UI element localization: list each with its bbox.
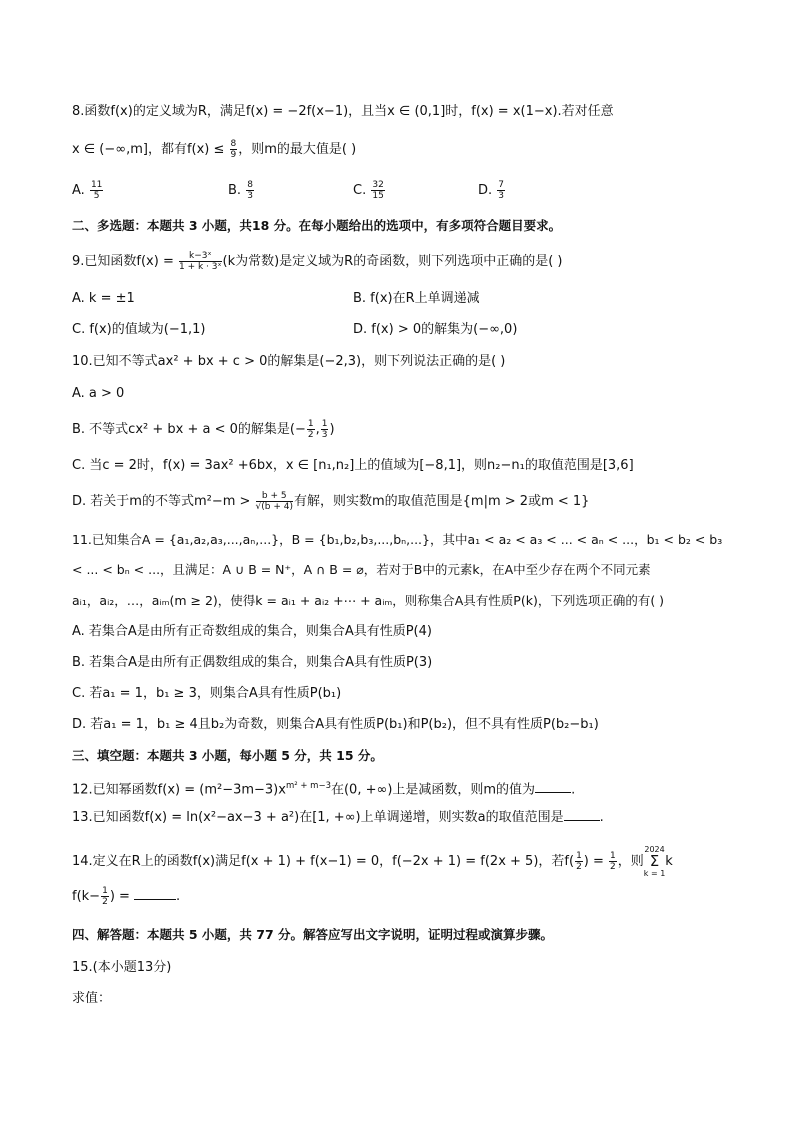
q8-stem-line1: 8.函数f(x)的定义域为R，满足f(x) = −2f(x−1)，且当x ∈ (0,1]时，f(x) = x(1−x).若对任意 [72, 104, 614, 119]
section-heading-solutions: 四、解答题：本题共 5 小题，共 77 分。解答应写出文字说明，证明过程或演算步骤。 [72, 927, 554, 942]
q9-option-c: C. f(x)的值域为(−1,1) [72, 322, 206, 337]
q11-stem-line1: 11.已知集合A = {a₁,a₂,a₃,...,aₙ,...}，B = {b₁,b₂,b₃,...,bₙ,...}，其中a₁ < a₂ < a₃ < ... < aₙ < ...，b₁ < b₂ < b₃ [72, 532, 723, 547]
q9-option-d: D. f(x) > 0的解集为(−∞,0) [353, 322, 518, 337]
q10-stem: 10.已知不等式ax² + bx + c > 0的解集是(−2,3)，则下列说法正确的是( ) [72, 354, 506, 369]
q11-option-b: B. 若集合A是由所有正偶数组成的集合，则集合A具有性质P(3) [72, 655, 433, 670]
q10-option-b: B. 不等式cx² + bx + a < 0的解集是(− $\frac{1}{2}$ , $\frac{1}{3}$ ) [72, 419, 335, 440]
section-heading-fill-blank: 三、填空题：本题共 3 小题，每小题 5 分，共 15 分。 [72, 748, 383, 763]
q9-stem: 9.已知函数f(x) = $\frac{\text{k−3ˣ}}{\text{1 + k · 3ˣ}}$ (k为常数)是定义域为R的奇函数，则下列选项中正确的是( ) [72, 251, 563, 272]
q13-answer-blank[interactable] [564, 808, 600, 821]
q11-option-d: D. 若a₁ = 1，b₁ ≥ 4且b₂为奇数，则集合A具有性质P(b₁)和P(b₂)，但不具有性质P(b₂−b₁) [72, 717, 599, 732]
section-heading-multi-choice: 二、多选题：本题共 3 小题，共18 分。在每小题给出的选项中，有多项符合题目要求。 [72, 218, 562, 233]
q8-stem-line2 [72, 139, 356, 160]
q11-option-c: C. 若a₁ = 1，b₁ ≥ 3，则集合A具有性质P(b₁) [72, 686, 342, 701]
q8-option-a: A. $\frac{11}{5}$ [72, 180, 103, 201]
q15-subtitle: 求值： [72, 991, 112, 1006]
q8-fraction: $\frac{8}{9}$ [230, 139, 237, 160]
summation-symbol: 2024 Σ k = 1 [643, 845, 666, 878]
q8-option-b: B. $\frac{8}{3}$ [228, 180, 253, 201]
q9-option-b: B. f(x)在R上单调递减 [353, 291, 480, 306]
q10-option-a: A. a > 0 [72, 386, 125, 401]
q12-stem: 12.已知幂函数$f(x) = (m^2-3m-3)x^{m^2 + m-3}$在(0, +∞)上是减函数，则m的值为 . [72, 781, 576, 798]
q8-tail: ，则m的最大值是( ) [238, 142, 357, 157]
q14-stem-line1: 14.定义在R上的函数f(x)满足f(x + 1) + f(x−1) = 0，f(−2x + 1) = f(2x + 5)，若f( $\frac{1}{2}$ ) = $\frac{1}{2}$ ，则 2024 Σ k = 1 k [72, 845, 673, 878]
q11-option-a: A. 若集合A是由所有正奇数组成的集合，则集合A具有性质P(4) [72, 624, 432, 639]
q8-text: x ∈ (−∞,m]，都有f(x) ≤ [72, 142, 229, 157]
q12-answer-blank[interactable] [535, 780, 571, 793]
q10-option-d: D. 若关于m的不等式m²−m > $\frac{b + 5}{√(b + 4)}$ 有解，则实数m的取值范围是{m|m > 2或m < 1} [72, 491, 590, 512]
q14-stem-line2: f(k− $\frac{1}{2}$ ) = . [72, 886, 181, 907]
q11-stem-line3: aᵢ₁，aᵢ₂，…，aᵢₘ(m ≥ 2)，使得k = aᵢ₁ + aᵢ₂ +⋯ + aᵢₘ，则称集合A具有性质P(k)，下列选项正确的有( ) [72, 593, 665, 608]
q8-option-d: D. $\frac{7}{3}$ [478, 180, 505, 201]
q9-fraction: $\frac{\text{k−3ˣ}}{\text{1 + k · 3ˣ}}$ [178, 251, 222, 272]
q9-option-a: A. k = ±1 [72, 291, 135, 306]
q8-option-c: C. $\frac{32}{15}$ [353, 180, 384, 201]
q15-title: 15.(本小题13分) [72, 960, 172, 975]
q10-option-c: C. 当c = 2时，f(x) = 3ax² +6bx，x ∈ [n₁,n₂]上的值域为[−8,1]，则n₂−n₁的取值范围是[3,6] [72, 458, 634, 473]
q14-answer-blank[interactable] [134, 887, 176, 900]
q11-stem-line2: < ... < bₙ < ...，且满足：A ∪ B = N⁺，A ∩ B = ⌀，若对于B中的元素k，在A中至少存在两个不同元素 [72, 562, 651, 577]
q13-stem: 13.已知函数f(x) = ln(x²−ax−3 + a²)在[1, +∞)上单调递增，则实数a的取值范围是 . [72, 810, 604, 825]
